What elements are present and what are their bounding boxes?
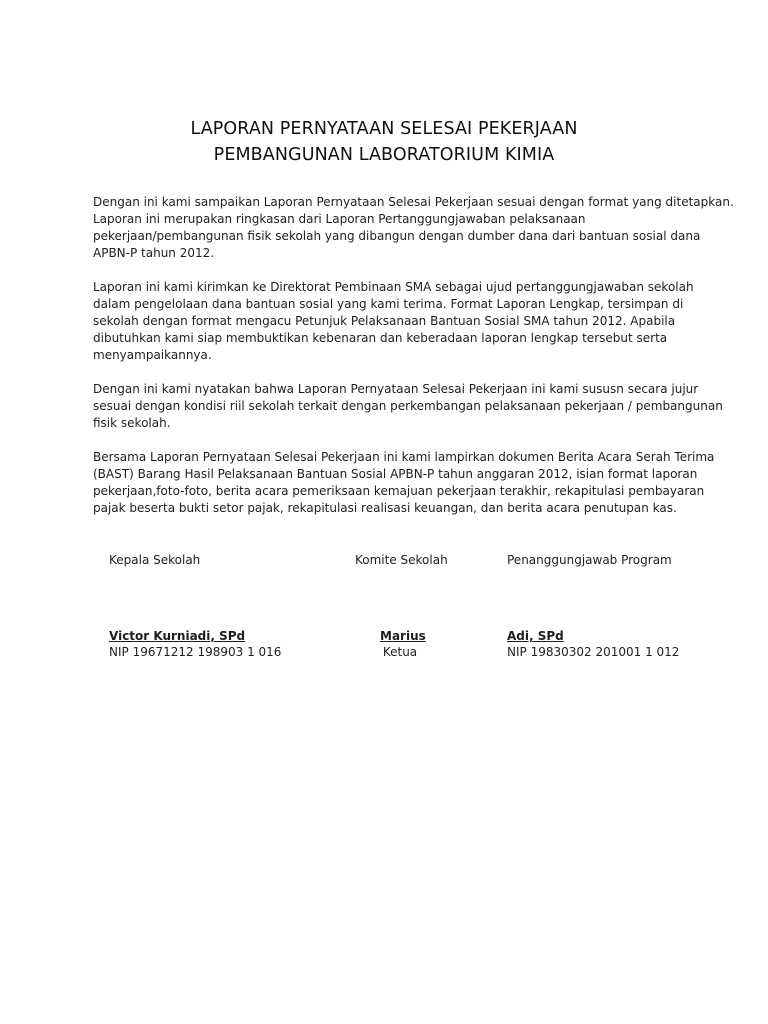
title-line-2: PEMBANGUNAN LABORATORIUM KIMIA (213, 145, 555, 165)
paragraph-4 (93, 449, 713, 517)
paragraph-line: Bersama Laporan Pernyataan Selesai Pekerjaan ini kami lampirkan dokumen Berita Acara Serah Terima (93, 450, 715, 464)
signatory-block (507, 628, 679, 660)
signatory-nip: NIP 19671212 198903 1 016 (109, 645, 282, 659)
document-body (93, 194, 734, 534)
paragraph-line: Laporan ini kami kirimkan ke Direktorat Pembinaan SMA sebagai ujud pertanggungjawaban sekolah (93, 280, 694, 294)
title-line-1: LAPORAN PERNYATAAN SELESAI PEKERJAAN (190, 119, 578, 139)
paragraph-line: pekerjaan,foto-foto, berita acara pemeriksaan kemajuan pekerjaan terakhir, rekapitulasi pembayaran (93, 484, 705, 498)
paragraph-line: pajak beserta bukti setor pajak, rekapitulasi realisasi keuangan, dan berita acara penutupan kas. (93, 501, 677, 515)
paragraph-line: (BAST) Barang Hasil Pelaksanaan Bantuan Sosial APBN-P tahun anggaran 2012, isian format laporan (93, 467, 698, 481)
signatory-name: Victor Kurniadi, SPd (109, 629, 246, 643)
signatory-position: Ketua (382, 645, 418, 659)
paragraph-line: Dengan ini kami sampaikan Laporan Pernyataan Selesai Pekerjaan sesuai dengan format yang ditetapkan. (93, 195, 734, 209)
paragraph-line: pekerjaan/pembangunan fisik sekolah yang dibangun dengan dumber dana dari bantuan sosial dana (93, 229, 701, 243)
signatory-name: Adi, SPd (507, 629, 564, 643)
paragraph-3 (93, 381, 723, 432)
role-kepala-sekolah: Kepala Sekolah (109, 553, 201, 567)
paragraph-1 (93, 194, 734, 262)
signatory-name: Marius (380, 629, 426, 643)
document-title (0, 116, 768, 168)
paragraph-line: fisik sekolah. (93, 416, 171, 430)
paragraph-line: sekolah dengan format mengacu Petunjuk Pelaksanaan Bantuan Sosial SMA tahun 2012. Apabila (93, 314, 676, 328)
paragraph-line: Dengan ini kami nyatakan bahwa Laporan Pernyataan Selesai Pekerjaan ini kami sususn secara jujur (93, 382, 699, 396)
paragraph-line: APBN-P tahun 2012. (93, 246, 215, 260)
paragraph-line: dibutuhkan kami siap membuktikan kebenaran dan keberadaan laporan lengkap tersebut serta (93, 331, 668, 345)
paragraph-line: sesuai dengan kondisi riil sekolah terkait dengan perkembangan pelaksanaan pekerjaan / pembangunan (93, 399, 723, 413)
role-penanggungjawab: Penanggungjawab Program (507, 553, 672, 567)
signatory-nip: NIP 19830302 201001 1 012 (507, 645, 680, 659)
signatory-block (380, 628, 426, 660)
signatory-block (109, 628, 281, 660)
paragraph-line: menyampaikannya. (93, 348, 212, 362)
paragraph-2 (93, 279, 713, 364)
role-komite-sekolah: Komite Sekolah (355, 553, 448, 567)
paragraph-line: Laporan ini merupakan ringkasan dari Laporan Pertanggungjawaban pelaksanaan (93, 212, 586, 226)
paragraph-line: dalam pengelolaan dana bantuan sosial yang kami terima. Format Laporan Lengkap, tersimpan di (93, 297, 684, 311)
